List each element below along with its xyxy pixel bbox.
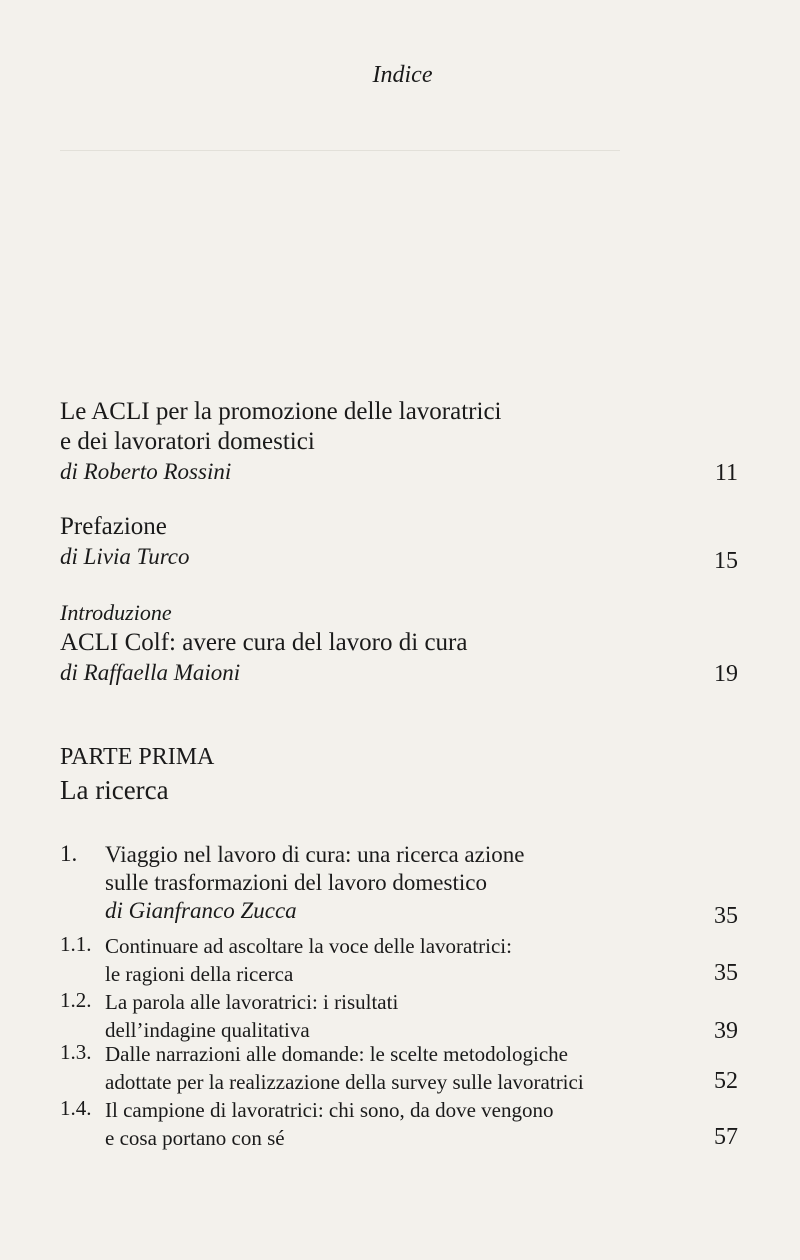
section-number: 1.1.: [60, 932, 92, 956]
section-title-line: dell’indagine qualitativa: [105, 1018, 310, 1042]
section-page: 39: [714, 1018, 738, 1044]
section-number: 1.4.: [60, 1096, 92, 1120]
section-title-line: Dalle narrazioni alle domande: le scelte metodologiche: [105, 1042, 568, 1066]
chapter-title-line: sulle trasformazioni del lavoro domestico: [105, 870, 487, 895]
section-page: 57: [714, 1124, 738, 1150]
toc-entry-introduzione[interactable]: [60, 598, 738, 688]
entry-page: 19: [714, 661, 738, 687]
entry-label: Introduzione: [60, 600, 172, 625]
section-title-line: le ragioni della ricerca: [105, 962, 294, 986]
section-title-line: Il campione di lavoratrici: chi sono, da dove vengono: [105, 1098, 554, 1122]
toc-chapter-1[interactable]: [60, 841, 738, 929]
toc-section-1-1[interactable]: [60, 932, 738, 988]
chapter-author: di Gianfranco Zucca: [105, 898, 297, 923]
entry-page: 15: [714, 548, 738, 574]
toc-section-1-4[interactable]: [60, 1096, 738, 1152]
section-page: 52: [714, 1068, 738, 1094]
entry-author: di Roberto Rossini: [60, 459, 232, 484]
part-heading: [60, 744, 738, 806]
toc-section-1-3[interactable]: [60, 1040, 738, 1096]
chapter-number: 1.: [60, 841, 78, 866]
toc-entry-acli[interactable]: [60, 397, 738, 487]
section-number: 1.3.: [60, 1040, 92, 1064]
chapter-page: 35: [714, 903, 738, 929]
index-title: Indice: [372, 62, 433, 88]
entry-author: di Livia Turco: [60, 544, 190, 569]
chapter-title-line: Viaggio nel lavoro di cura: una ricerca azione: [105, 842, 525, 867]
bleed-through: [60, 120, 620, 151]
part-label: PARTE PRIMA: [60, 744, 215, 770]
part-title: La ricerca: [60, 775, 169, 805]
section-number: 1.2.: [60, 988, 92, 1012]
section-title-line: adottate per la realizzazione della survey sulle lavoratrici: [105, 1070, 584, 1094]
section-title-line: Continuare ad ascoltare la voce delle lavoratrici:: [105, 934, 512, 958]
entry-author: di Raffaella Maioni: [60, 660, 241, 685]
toc-entry-prefazione[interactable]: [60, 512, 738, 572]
entry-title-line: Le ACLI per la promozione delle lavoratrici: [60, 398, 502, 425]
entry-title-line: e dei lavoratori domestici: [60, 428, 315, 455]
section-title-line: e cosa portano con sé: [105, 1126, 285, 1150]
entry-page: 11: [714, 460, 738, 486]
toc-section-1-2[interactable]: [60, 988, 738, 1044]
section-page: 35: [714, 960, 738, 986]
section-title-line: La parola alle lavoratrici: i risultati: [105, 990, 399, 1014]
entry-title-line: Prefazione: [60, 513, 167, 540]
entry-title-line: ACLI Colf: avere cura del lavoro di cura: [60, 629, 468, 656]
